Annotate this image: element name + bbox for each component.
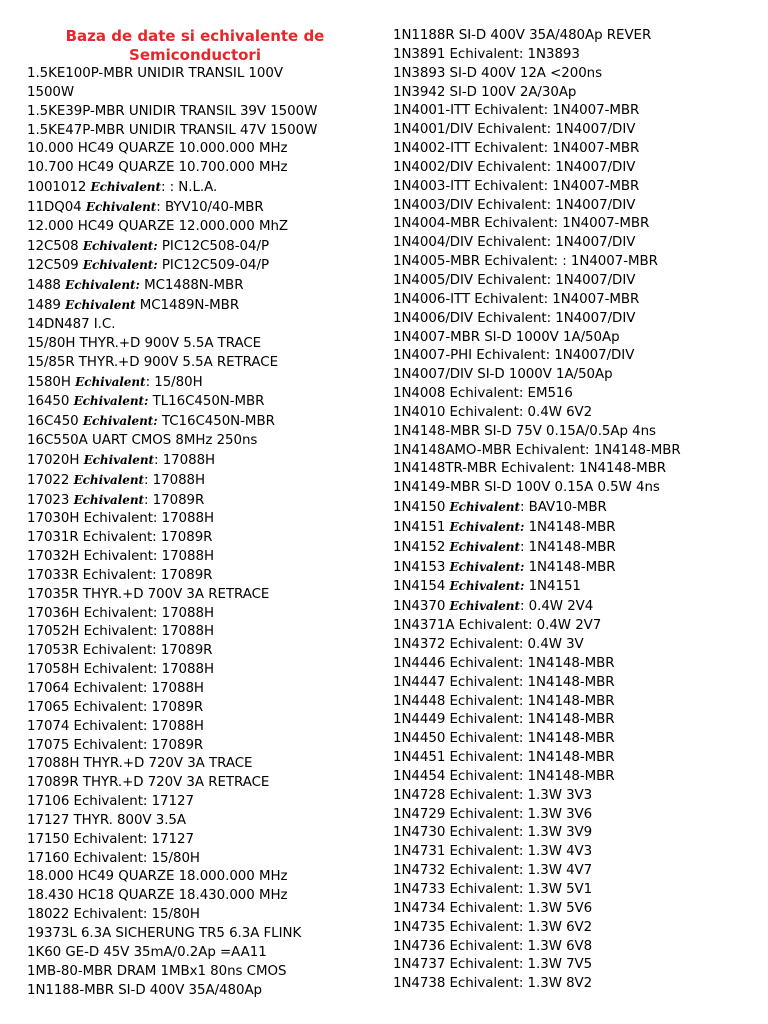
entry-line — [393, 674, 763, 693]
entry-text: 1K60 GE-D 45V 35mA/0.2Ap =AA11 — [27, 944, 267, 960]
entry-text: 1N4003-ITT Echivalent: 1N4007-MBR — [393, 178, 640, 194]
entry-line — [27, 471, 382, 491]
entry-value: : BYV10/40-MBR — [156, 199, 264, 215]
echivalent-label: Echivalent — [449, 599, 520, 614]
entry-line — [393, 46, 763, 65]
echivalent-label: Echivalent: — [449, 519, 525, 534]
entry-line — [393, 787, 763, 806]
entry-line — [393, 442, 763, 461]
echivalent-label: Echivalent: — [449, 579, 525, 594]
entry-line — [27, 661, 382, 680]
entry-text: 17032H Echivalent: 17088H — [27, 549, 214, 565]
entry-line — [393, 597, 763, 617]
entry-line — [27, 84, 382, 103]
entry-line — [393, 423, 763, 442]
entry-text: 1N4006/DIV Echivalent: 1N4007/DIV — [393, 310, 636, 326]
entry-line — [27, 680, 382, 699]
entry-line — [393, 919, 763, 938]
entry-line — [393, 862, 763, 881]
entry-text: 1N3891 Echivalent: 1N3893 — [393, 46, 580, 62]
entry-line — [393, 538, 763, 558]
entry-text: 12C509 — [27, 258, 83, 274]
echivalent-label: Echivalent — [73, 472, 145, 487]
entry-line — [27, 510, 382, 529]
entry-line — [27, 793, 382, 812]
entry-text: 1N4729 Echivalent: 1.3W 3V6 — [393, 806, 593, 822]
entry-line — [27, 718, 382, 737]
entry-text: 1N4001/DIV Echivalent: 1N4007/DIV — [393, 122, 636, 138]
entry-text: 17033R Echivalent: 17089R — [27, 567, 213, 583]
entry-text: 10.700 HC49 QUARZE 10.700.000 MHz — [27, 160, 288, 176]
entry-line — [27, 642, 382, 661]
entry-text: 1N4372 Echivalent: 0.4W 3V — [393, 637, 584, 652]
echivalent-label: Echivalent — [85, 199, 157, 214]
echivalent-label: Echivalent — [73, 492, 145, 507]
entry-line — [27, 699, 382, 718]
entry-text: 17127 THYR. 800V 3.5A — [27, 812, 187, 828]
entry-line — [27, 548, 382, 567]
echivalent-label: Echivalent: — [82, 258, 158, 273]
entry-line — [27, 65, 382, 84]
entry-line — [27, 623, 382, 642]
entry-line — [27, 276, 382, 296]
entry-line — [393, 655, 763, 674]
entry-value: 1N4148-MBR — [524, 519, 616, 535]
entry-value: : 17089R — [144, 492, 205, 508]
entry-line — [393, 460, 763, 479]
entry-value: 1N4148-MBR — [524, 559, 616, 575]
entry-text: 1N3893 SI-D 400V 12A <200ns — [393, 65, 603, 81]
entry-text: 17150 Echivalent: 17127 — [27, 831, 194, 847]
entry-line — [393, 65, 763, 84]
entry-text: 12.000 HC49 QUARZE 12.000.000 MhZ — [27, 218, 289, 234]
entry-text: 1N4005-MBR Echivalent: : 1N4007-MBR — [393, 254, 658, 270]
entry-text: 1N4007-MBR SI-D 1000V 1A/50Ap — [393, 329, 620, 345]
entry-text: 15/80H THYR.+D 900V 5.5A TRACE — [27, 335, 262, 351]
entry-text: 1N4148-MBR SI-D 75V 0.15A/0.5Ap 4ns — [393, 423, 656, 439]
entry-text: 17106 Echivalent: 17127 — [27, 794, 194, 810]
entry-text: 1N4005/DIV Echivalent: 1N4007/DIV — [393, 272, 636, 288]
echivalent-label: Echivalent — [65, 298, 136, 313]
entry-text: 1N1188-MBR SI-D 400V 35A/480Ap — [27, 982, 263, 998]
entry-line — [27, 812, 382, 831]
entry-value: : 17088H — [154, 452, 216, 468]
entry-text: 1N4148AMO-MBR Echivalent: 1N4148-MBR — [393, 442, 681, 458]
entry-value: : : N.L.A. — [160, 180, 218, 196]
entry-line — [393, 843, 763, 862]
entry-text: 16C450 — [27, 414, 83, 430]
entry-text: 1N4007/DIV SI-D 1000V 1A/50Ap — [393, 367, 613, 383]
entry-text: 17031R Echivalent: 17089R — [27, 530, 213, 546]
entry-line — [393, 329, 763, 348]
entry-text: 1N4737 Echivalent: 1.3W 7V5 — [393, 957, 593, 973]
entry-line — [393, 636, 763, 655]
entry-text: 1N4008 Echivalent: EM516 — [393, 386, 573, 402]
entry-line — [393, 140, 763, 159]
entry-text: 17035R THYR.+D 700V 3A RETRACE — [27, 586, 270, 602]
entry-line — [393, 900, 763, 919]
entry-line — [393, 518, 763, 538]
entry-text: 1N4002-ITT Echivalent: 1N4007-MBR — [393, 141, 640, 157]
entry-line — [27, 159, 382, 178]
entry-text: 11DQ04 — [27, 199, 86, 215]
entry-text: 18022 Echivalent: 15/80H — [27, 907, 200, 923]
entry-text: 18.000 HC49 QUARZE 18.000.000 MHz — [27, 869, 288, 885]
entry-line — [27, 774, 382, 793]
entry-line — [27, 103, 382, 122]
entry-value: : 15/80H — [145, 374, 203, 390]
entry-line — [27, 256, 382, 276]
entry-text: 1N4002/DIV Echivalent: 1N4007/DIV — [393, 159, 636, 175]
entry-text: 17053R Echivalent: 17089R — [27, 643, 213, 659]
entry-value: : BAV10-MBR — [519, 500, 607, 516]
entry-line — [27, 491, 382, 511]
entry-text: 1N4153 — [393, 559, 450, 575]
entry-line — [393, 749, 763, 768]
entry-text: 17064 Echivalent: 17088H — [27, 681, 204, 696]
entry-line — [393, 102, 763, 121]
entry-value: MC1488N-MBR — [139, 278, 244, 294]
entry-text: 1580H — [27, 374, 76, 390]
entry-text: 1MB-80-MBR DRAM 1MBx1 80ns CMOS — [27, 963, 287, 979]
entry-value: MC1489N-MBR — [135, 298, 240, 314]
entry-line — [393, 27, 763, 46]
left-column — [27, 27, 382, 1000]
entry-line — [393, 881, 763, 900]
entry-text: 1N4003/DIV Echivalent: 1N4007/DIV — [393, 197, 636, 213]
entry-text: 17030H Echivalent: 17088H — [27, 511, 214, 527]
entry-line — [393, 310, 763, 329]
entry-text: 1N4150 — [393, 500, 450, 516]
entry-text: 1N1188R SI-D 400V 35A/480Ap REVER — [393, 28, 652, 43]
entry-line — [393, 215, 763, 234]
entry-text: 17065 Echivalent: 17089R — [27, 699, 204, 715]
entry-text: 1N4449 Echivalent: 1N4148-MBR — [393, 712, 615, 728]
entry-text: 17052H Echivalent: 17088H — [27, 624, 214, 640]
entry-text: 1N4730 Echivalent: 1.3W 3V9 — [393, 825, 593, 841]
entry-text: 1488 — [27, 278, 66, 294]
echivalent-label: Echivalent: — [82, 414, 158, 429]
entry-line — [393, 558, 763, 578]
entry-line — [393, 730, 763, 749]
entry-line — [393, 197, 763, 216]
entry-line — [27, 373, 382, 393]
entry-line — [393, 768, 763, 787]
entry-text: 1N4450 Echivalent: 1N4148-MBR — [393, 731, 615, 747]
entry-line — [393, 824, 763, 843]
entry-text: 1.5KE47P-MBR UNIDIR TRANSIL 47V 1500W — [27, 122, 318, 138]
entry-line — [27, 982, 382, 1001]
entry-line — [393, 121, 763, 140]
entry-line — [393, 234, 763, 253]
entry-line — [393, 693, 763, 712]
entry-text: 1N4010 Echivalent: 0.4W 6V2 — [393, 404, 593, 420]
entry-line — [393, 84, 763, 103]
entry-text: 10.000 HC49 QUARZE 10.000.000 MHz — [27, 141, 288, 157]
entry-line — [27, 944, 382, 963]
entry-line — [27, 906, 382, 925]
entry-text: 1N4736 Echivalent: 1.3W 6V8 — [393, 938, 593, 954]
entry-text: 1N4154 — [393, 579, 450, 595]
entry-text: 17088H THYR.+D 720V 3A TRACE — [27, 756, 253, 772]
entry-line — [393, 938, 763, 957]
entry-line — [27, 237, 382, 257]
entry-value: : 1N4148-MBR — [519, 539, 616, 555]
entry-line — [27, 451, 382, 471]
entry-text: 12C508 — [27, 238, 83, 254]
entry-text: 17074 Echivalent: 17088H — [27, 718, 204, 734]
entry-text: 16450 — [27, 394, 74, 410]
entry-line — [27, 316, 382, 335]
entry-line — [27, 529, 382, 548]
entry-text: 1N4738 Echivalent: 1.3W 8V2 — [393, 976, 593, 992]
entry-line — [27, 850, 382, 869]
entry-text: 1001012 — [27, 180, 91, 196]
entry-text: 1N4152 — [393, 539, 450, 555]
entry-text: 1N4001-ITT Echivalent: 1N4007-MBR — [393, 103, 640, 119]
entry-value: : 0.4W 2V4 — [519, 599, 594, 615]
right-entry-list — [393, 27, 763, 994]
echivalent-label: Echivalent: — [73, 394, 149, 409]
entry-text: 19373L 6.3A SICHERUNG TR5 6.3A FLINK — [27, 925, 302, 941]
entry-line — [27, 178, 382, 198]
echivalent-label: Echivalent — [83, 452, 155, 467]
entry-line — [393, 253, 763, 272]
entry-line — [393, 272, 763, 291]
entry-value: 1N4151 — [524, 579, 581, 595]
entry-text: 1N3942 SI-D 100V 2A/30Ap — [393, 84, 577, 100]
entry-text: 17089R THYR.+D 720V 3A RETRACE — [27, 775, 270, 791]
echivalent-label: Echivalent: — [449, 559, 525, 574]
entry-text: 18.430 HC18 QUARZE 18.430.000 MHz — [27, 888, 288, 904]
entry-line — [27, 868, 382, 887]
entry-text: 1N4732 Echivalent: 1.3W 4V7 — [393, 863, 593, 879]
entry-text: 17160 Echivalent: 15/80H — [27, 850, 200, 866]
entry-line — [393, 806, 763, 825]
entry-line — [393, 404, 763, 423]
entry-text: 1.5KE39P-MBR UNIDIR TRANSIL 39V 1500W — [27, 103, 318, 119]
right-column — [393, 27, 763, 994]
entry-text: 17022 — [27, 472, 74, 488]
entry-value: TL16C450N-MBR — [148, 394, 265, 410]
entry-text: 16C550A UART CMOS 8MHz 250ns — [27, 433, 258, 449]
entry-line — [27, 140, 382, 159]
entry-line — [27, 831, 382, 850]
left-entry-list — [27, 65, 382, 1000]
entry-line — [393, 711, 763, 730]
entry-line — [27, 296, 382, 316]
entry-text: 1N4731 Echivalent: 1.3W 4V3 — [393, 844, 593, 860]
entry-text: 1N4149-MBR SI-D 100V 0.15A 0.5W 4ns — [393, 480, 660, 496]
entry-text: 1.5KE100P-MBR UNIDIR TRANSIL 100V — [27, 66, 283, 81]
entry-text: 1489 — [27, 298, 66, 314]
entry-line — [27, 122, 382, 141]
entry-text: 1N4733 Echivalent: 1.3W 5V1 — [393, 881, 593, 897]
entry-text: 17020H — [27, 452, 84, 468]
entry-line — [393, 347, 763, 366]
entry-text: 1N4006-ITT Echivalent: 1N4007-MBR — [393, 291, 640, 307]
entry-value: TC16C450N-MBR — [157, 414, 275, 430]
entry-text: 1N4447 Echivalent: 1N4148-MBR — [393, 674, 615, 690]
entry-line — [27, 605, 382, 624]
entry-text: 1N4371A Echivalent: 0.4W 2V7 — [393, 618, 602, 634]
echivalent-label: Echivalent: — [65, 278, 140, 293]
entry-text: 14DN487 I.C. — [27, 316, 116, 332]
entry-text: 17023 — [27, 492, 74, 508]
entry-text: 1500W — [27, 84, 75, 100]
entry-text: 1N4451 Echivalent: 1N4148-MBR — [393, 750, 615, 766]
entry-line — [393, 385, 763, 404]
entry-line — [393, 159, 763, 178]
entry-text: 15/85R THYR.+D 900V 5.5A RETRACE — [27, 354, 278, 370]
echivalent-label: Echivalent — [449, 500, 520, 515]
entry-text: 17036H Echivalent: 17088H — [27, 605, 214, 621]
entry-line — [27, 432, 382, 451]
echivalent-label: Echivalent — [90, 180, 161, 195]
entry-line — [27, 218, 382, 237]
entry-line — [393, 479, 763, 498]
entry-line — [27, 567, 382, 586]
entry-line — [393, 178, 763, 197]
entry-line — [27, 887, 382, 906]
echivalent-label: Echivalent: — [82, 238, 158, 253]
entry-text: 1N4734 Echivalent: 1.3W 5V6 — [393, 900, 593, 916]
entry-text: 1N4370 — [393, 599, 450, 615]
entry-line — [27, 586, 382, 605]
entry-line — [27, 392, 382, 412]
entry-text: 1N4004-MBR Echivalent: 1N4007-MBR — [393, 216, 650, 232]
entry-value: PIC12C508-04/P — [157, 238, 269, 254]
entry-line — [27, 963, 382, 982]
entry-line — [393, 366, 763, 385]
entry-text: 1N4735 Echivalent: 1.3W 6V2 — [393, 919, 593, 935]
entry-text: 1N4446 Echivalent: 1N4148-MBR — [393, 655, 615, 671]
entry-line — [27, 198, 382, 218]
entry-line — [27, 737, 382, 756]
entry-line — [27, 354, 382, 373]
echivalent-label: Echivalent — [75, 374, 146, 389]
entry-text: 1N4454 Echivalent: 1N4148-MBR — [393, 768, 615, 784]
entry-line — [27, 412, 382, 432]
entry-value: PIC12C509-04/P — [157, 258, 269, 274]
entry-line — [393, 291, 763, 310]
document-title: Baza de date si echivalente de Semiconductori — [65, 27, 325, 64]
entry-line — [393, 617, 763, 636]
entry-text: 17058H Echivalent: 17088H — [27, 662, 214, 678]
entry-text: 1N4728 Echivalent: 1.3W 3V3 — [393, 787, 593, 803]
entry-value: : 17088H — [144, 472, 206, 488]
entry-line — [393, 975, 763, 994]
entry-text: 1N4448 Echivalent: 1N4148-MBR — [393, 693, 615, 709]
entry-line — [27, 755, 382, 774]
entry-text: 1N4004/DIV Echivalent: 1N4007/DIV — [393, 235, 636, 251]
entry-line — [393, 577, 763, 597]
entry-text: 1N4007-PHI Echivalent: 1N4007/DIV — [393, 348, 635, 364]
entry-line — [393, 498, 763, 518]
entry-line — [27, 335, 382, 354]
entry-text: 1N4151 — [393, 519, 450, 535]
entry-text: 1N4148TR-MBR Echivalent: 1N4148-MBR — [393, 461, 667, 477]
entry-line — [393, 956, 763, 975]
entry-line — [27, 925, 382, 944]
entry-text: 17075 Echivalent: 17089R — [27, 737, 204, 753]
echivalent-label: Echivalent — [449, 539, 520, 554]
